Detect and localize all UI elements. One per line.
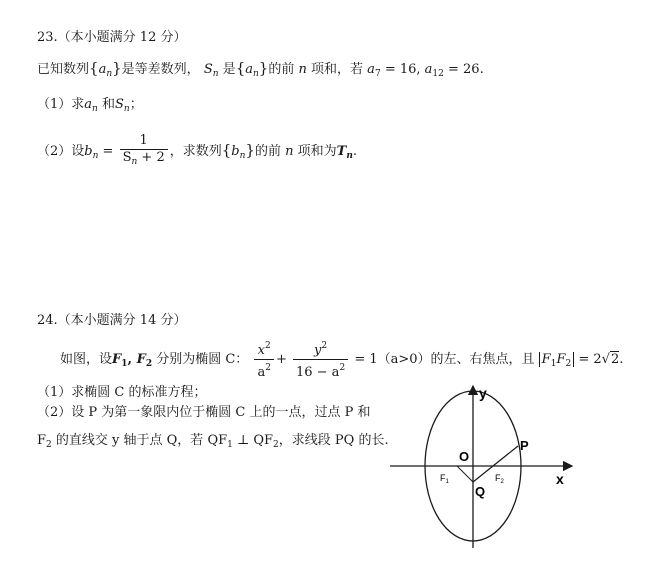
q24-part2-line2: $F_2$ 的直线交 y 轴于点 Q，若 $QF_1$ ⊥ $QF_2$，求线段 PQ 的长.	[37, 433, 389, 450]
segment-qf1	[457, 466, 473, 482]
label-x: x	[556, 471, 564, 487]
fraction-x-term: $\frac{x^2}{a^2}$	[254, 338, 274, 381]
q24-part1: （1）求椭圆 C 的标准方程；	[37, 385, 207, 400]
fraction-b-n: $\frac{1}{S_n + 2}$	[120, 133, 168, 170]
q24-part2-line1: （2）设 P 为第一象限内位于椭圆 C 上的一点，过点 P 和	[37, 405, 371, 420]
label-q: Q	[475, 484, 486, 499]
q23-part1: （1）求$a_n$ 和$S_n$；	[37, 97, 143, 114]
q24-intro: 如图，设$F_1$, $F_2$ 分别为椭圆 C： $\frac{x^2}{a^2}$ + $\frac{y^2}{16 - a^2}$ = 1（a>0）的左、右焦点，且 $F_1F_2 = 2√2$.	[60, 338, 623, 383]
label-p: P	[520, 438, 529, 453]
q23-part2: （2）设$b_n$ = $\frac{1}{S_n + 2}$ ，求数列$\{b_n\}$的前 n 项和为$T_n$.	[37, 133, 357, 173]
q23-stem: 已知数列$\{a_n\}$是等差数列， $S_n$ 是$\{a_n\}$的前 n 项和，若 $a_7 = 16$, $a_{12} = 26$.	[37, 59, 484, 79]
label-f2: $F_2$	[495, 473, 504, 485]
label-y: y	[479, 385, 487, 401]
label-f1: $F_1$	[440, 473, 449, 485]
fraction-y-term: $\frac{y^2}{16 - a^2}$	[293, 338, 348, 381]
label-o: O	[459, 449, 470, 464]
q24-header: 24.（本小题满分 14 分）	[37, 313, 187, 328]
q23-header: 23.（本小题满分 12 分）	[37, 30, 187, 45]
